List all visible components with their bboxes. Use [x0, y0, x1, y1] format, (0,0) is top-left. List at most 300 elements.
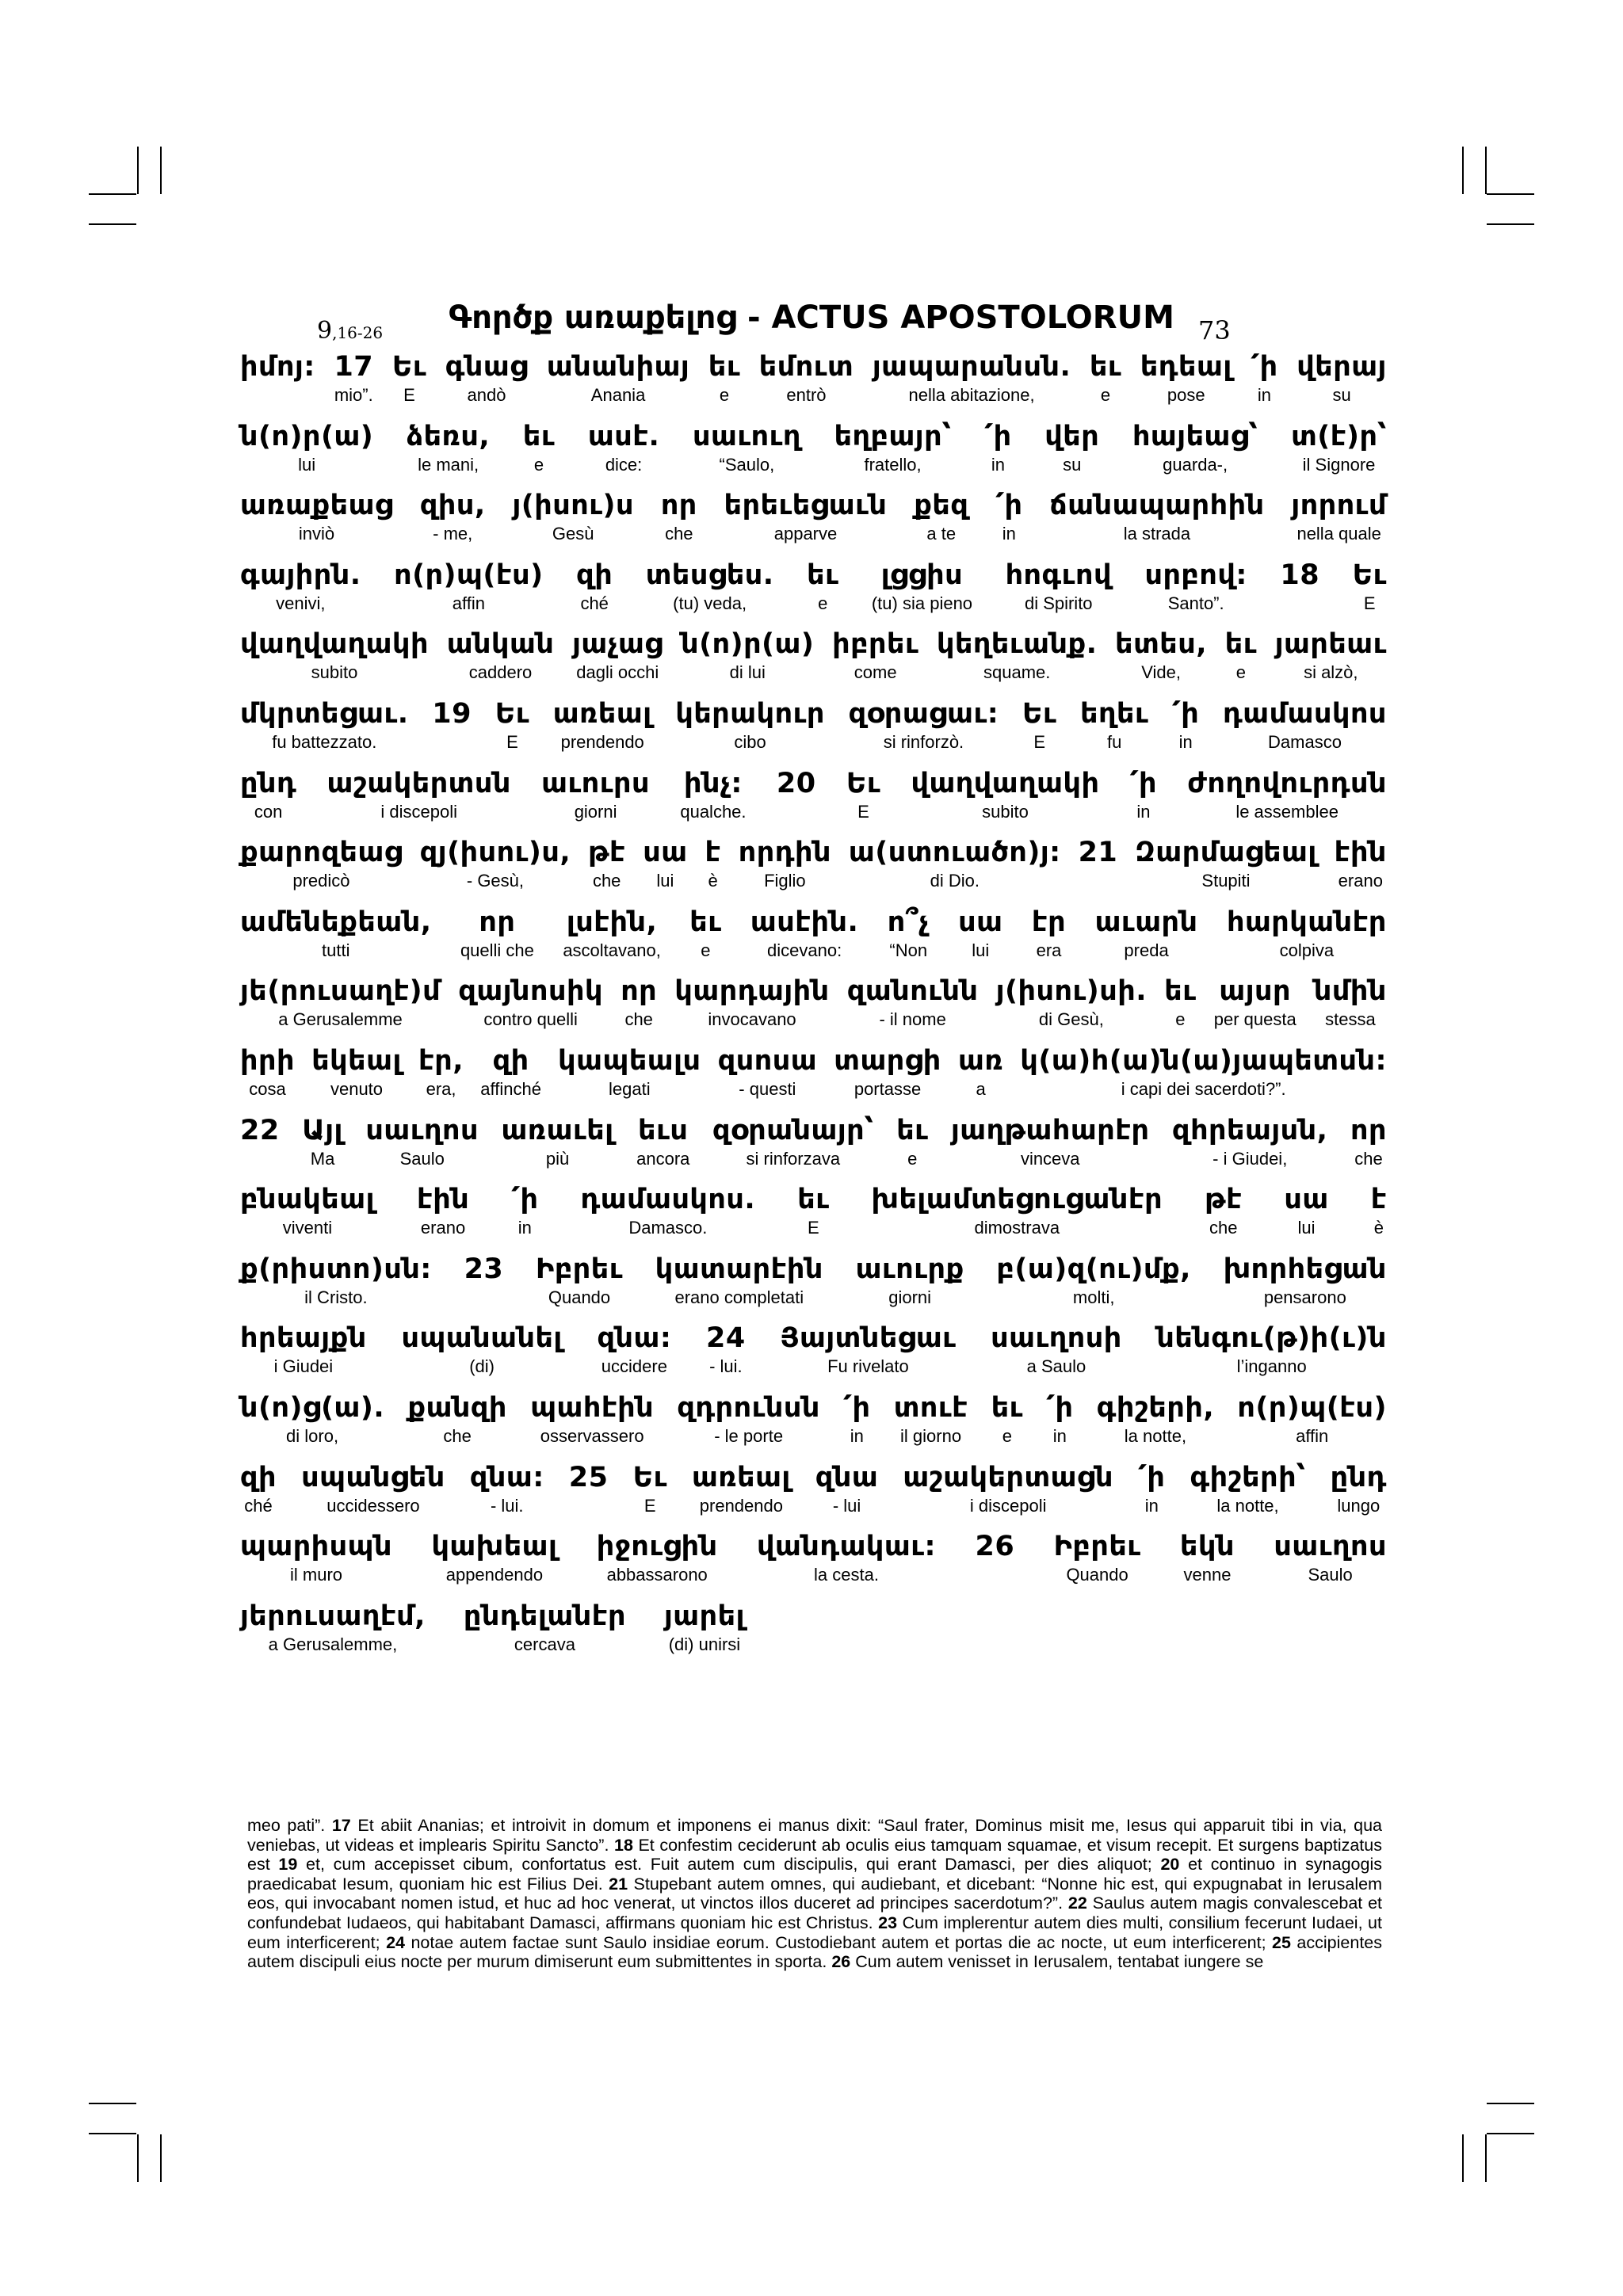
armenian-word: ՛ի [1129, 767, 1158, 799]
italian-gloss: Anania [590, 385, 646, 405]
armenian-word: եւ [1164, 975, 1197, 1008]
latin-segment: notae autem factae sunt Saulo insidiae eorum. Custodiebant autem et portas die ac nocte, ut eum interficerent; [404, 1932, 1273, 1952]
italian-gloss: e [1175, 1009, 1186, 1030]
italian-gloss: a Gerusalemme, [268, 1634, 398, 1654]
italian-gloss: venuto [330, 1078, 384, 1099]
italian-gloss: predicò [292, 871, 350, 891]
word-pair [674, 973, 829, 1043]
italian-gloss: prendendo [560, 731, 644, 752]
word-pair [873, 349, 1071, 418]
latin-segment: accipientes autem discipuli eius nocte per murum dimiserunt eum submittentes in sporta. [247, 1932, 1382, 1972]
armenian-word: թէ [1205, 1184, 1243, 1216]
italian-gloss: quelli che [460, 940, 534, 960]
armenian-word: ժողովուրդսն [1187, 767, 1387, 799]
armenian-word: Այլ [302, 1114, 343, 1146]
italian-gloss: giorni [888, 1287, 932, 1307]
italian-gloss: Quando [548, 1287, 611, 1307]
crop-mark-top-left-h2 [89, 223, 136, 225]
italian-gloss: “Saulo, [719, 454, 775, 475]
armenian-word: էր, [418, 1044, 464, 1077]
italian-gloss: e [719, 385, 730, 405]
armenian-word: եկն [1180, 1531, 1235, 1563]
armenian-word: յ(իսու)ս [512, 490, 634, 522]
armenian-word: կապեալս [558, 1044, 701, 1077]
word-pair [849, 834, 1061, 904]
armenian-word: զի [492, 1044, 529, 1077]
armenian-word: զնա: [469, 1461, 544, 1493]
italian-gloss: “Non [889, 940, 928, 960]
word-pair [445, 349, 529, 418]
word-pair [995, 487, 1022, 557]
armenian-word: յորում [1291, 490, 1387, 522]
armenian-word: անանիայ [546, 351, 690, 383]
italian-gloss: Ma [310, 1148, 335, 1169]
crop-mark-top-left-v [137, 147, 139, 194]
word-pair [240, 904, 432, 974]
italian-gloss: che [1209, 1218, 1238, 1238]
italian-gloss: E [1363, 593, 1376, 613]
armenian-word: առեալ [552, 697, 652, 730]
italian-gloss: in [1052, 1425, 1067, 1446]
armenian-word: ՛ի [1046, 1391, 1074, 1424]
word-pair [1280, 557, 1319, 627]
italian-gloss: per questa [1213, 1009, 1296, 1030]
armenian-word: խորհեցան [1223, 1253, 1387, 1285]
armenian-word: եւ [522, 420, 556, 452]
word-pair [240, 696, 409, 765]
word-pair [1237, 1390, 1387, 1459]
armenian-word: կախեալ [431, 1531, 558, 1563]
armenian-word: էին [416, 1184, 470, 1216]
italian-gloss: Santo”. [1167, 593, 1224, 613]
armenian-word: եղեւ [1080, 697, 1149, 730]
word-pair [418, 1043, 464, 1112]
armenian-word: զայնոսիկ [458, 975, 603, 1008]
italian-gloss: su [1332, 385, 1351, 405]
italian-gloss: - questi [739, 1078, 796, 1099]
italian-gloss: e [1002, 1425, 1012, 1446]
italian-gloss: - lui [832, 1495, 861, 1516]
interlinear-line [240, 1528, 1387, 1598]
verse-number: 20 [1160, 1855, 1180, 1875]
italian-gloss: a te [926, 524, 957, 544]
interlinear-line [240, 557, 1387, 627]
armenian-word: Իբրեւ [1053, 1531, 1141, 1563]
italian-gloss: (tu) veda, [673, 593, 747, 613]
italian-gloss: ascoltavano, [563, 940, 661, 960]
crop-mark-bottom-right-v [1462, 2134, 1464, 2182]
italian-gloss: pose [1167, 385, 1205, 405]
italian-gloss: Gesù [552, 524, 594, 544]
italian-gloss: come [854, 662, 897, 683]
word-pair [894, 1390, 968, 1459]
word-pair [706, 1320, 746, 1390]
italian-gloss: i Giudei [273, 1356, 334, 1377]
word-pair [512, 487, 634, 557]
armenian-word: ո(ր)պ(էս) [1237, 1391, 1387, 1424]
italian-gloss: affin [452, 593, 485, 613]
word-pair [392, 349, 426, 418]
italian-gloss: - i Giudei, [1212, 1148, 1288, 1169]
italian-gloss: il muro [290, 1565, 343, 1585]
word-pair [689, 904, 721, 974]
armenian-word: զանունն [846, 975, 979, 1008]
armenian-word: եւ [797, 1184, 830, 1216]
italian-gloss: lui [656, 871, 674, 891]
italian-gloss: di Gesù, [1038, 1009, 1104, 1030]
italian-gloss: inviò [298, 524, 335, 544]
word-pair [996, 973, 1147, 1043]
word-pair [420, 487, 486, 557]
word-pair [576, 557, 613, 627]
armenian-word: եւ [708, 351, 741, 383]
interlinear-line [240, 765, 1387, 835]
italian-gloss: tutti [322, 940, 350, 960]
latin-segment: Saulus autem magis convalescebat et confundebat Iudaeos, qui habitabant Damasci, affirmans quoniam hic est Christus. [247, 1894, 1383, 1932]
interlinear-line [240, 1251, 1387, 1321]
armenian-word: լսէին, [566, 906, 658, 938]
word-pair [815, 1459, 878, 1529]
word-pair [681, 626, 814, 696]
italian-gloss: dicevano: [767, 940, 842, 960]
word-pair [407, 418, 490, 488]
page-number: 73 [1198, 315, 1231, 345]
word-pair [636, 1112, 689, 1182]
latin-segment: Cum implerentur autem dies multi, consilium fecerunt Iudaei, ut eum interficerent; [247, 1913, 1382, 1952]
armenian-word: գիշերի՝ [1190, 1461, 1306, 1493]
italian-gloss: e [533, 454, 544, 475]
word-pair [302, 1112, 343, 1182]
armenian-word: առեալ [691, 1461, 791, 1493]
italian-gloss: in [1144, 1495, 1159, 1516]
armenian-word: ք(րիստո)սն: [240, 1253, 432, 1285]
word-pair [871, 1181, 1163, 1251]
word-pair [334, 349, 373, 418]
word-pair [759, 349, 854, 418]
italian-gloss: erano [1338, 871, 1383, 891]
interlinear-line [240, 904, 1387, 974]
armenian-word: յապարանսն. [872, 351, 1071, 383]
verse-number: 25 [1272, 1932, 1291, 1952]
crop-mark-bottom-right-h [1487, 2103, 1534, 2104]
armenian-word: սրբով: [1144, 559, 1247, 591]
word-pair [621, 973, 657, 1043]
crop-mark-bottom-right-h2 [1487, 2133, 1534, 2134]
word-pair [511, 1181, 538, 1251]
armenian-word: աշակերտացն [903, 1461, 1114, 1493]
italian-gloss: lui [972, 940, 990, 960]
word-pair [464, 1251, 504, 1321]
word-pair [984, 418, 1011, 488]
word-pair [240, 557, 361, 627]
armenian-word: աշակերտսն [327, 767, 511, 799]
word-pair [1350, 1112, 1387, 1182]
italian-gloss: la strada [1123, 524, 1191, 544]
word-pair [240, 626, 429, 696]
italian-gloss: nella abitazione, [908, 385, 1035, 405]
word-pair [569, 1459, 609, 1529]
armenian-word: էր [1031, 906, 1067, 938]
word-pair [240, 834, 403, 904]
italian-gloss: dagli occhi [576, 662, 659, 683]
armenian-word: վաղվաղակի [240, 628, 429, 661]
armenian-word: եւս [638, 1114, 689, 1146]
word-pair [1225, 626, 1257, 696]
armenian-word: եկեալ [311, 1044, 402, 1077]
verse-number: 24 [386, 1932, 405, 1952]
armenian-word: է [705, 837, 721, 869]
italian-gloss: a [976, 1078, 986, 1099]
italian-gloss: legati [609, 1078, 651, 1099]
armenian-word: ՛ի [1172, 697, 1200, 730]
word-pair [431, 1528, 557, 1598]
word-pair [872, 557, 972, 627]
armenian-word: ճանապարհին [1049, 490, 1265, 522]
italian-gloss: stessa [1325, 1009, 1376, 1030]
armenian-word: ասէին. [750, 906, 859, 938]
armenian-word: իբրեւ [832, 628, 919, 661]
armenian-word: է [1370, 1184, 1387, 1216]
italian-gloss: i capi dei sacerdoti?”. [1121, 1078, 1286, 1099]
word-pair [1130, 765, 1157, 835]
word-pair [417, 1181, 469, 1251]
word-pair [856, 1251, 964, 1321]
word-pair [240, 1043, 295, 1112]
word-pair [401, 1320, 562, 1390]
armenian-word: 21 [1078, 837, 1118, 869]
word-pair [240, 418, 373, 488]
italian-gloss: erano completati [674, 1287, 804, 1307]
armenian-word: զօրանայր՝ [712, 1114, 874, 1146]
armenian-word: ՛ի [511, 1184, 539, 1216]
italian-gloss: la notte, [1216, 1495, 1279, 1516]
italian-gloss: venivi, [276, 593, 326, 613]
armenian-word: վեր [1044, 420, 1100, 452]
italian-gloss: abbassarono [606, 1565, 708, 1585]
armenian-word: զդրունսն [677, 1391, 820, 1424]
italian-gloss: apparve [773, 524, 838, 544]
word-pair [896, 1112, 928, 1182]
italian-gloss: in [991, 454, 1005, 475]
italian-gloss: lui [1297, 1218, 1316, 1238]
word-pair [849, 696, 999, 765]
word-pair [675, 696, 825, 765]
interlinear-line [240, 1181, 1387, 1251]
word-pair [1291, 487, 1387, 557]
word-pair [1140, 349, 1232, 418]
word-pair [523, 418, 555, 488]
italian-gloss: più [545, 1148, 570, 1169]
armenian-word: զհրեայսն, [1172, 1114, 1328, 1146]
word-pair [460, 904, 534, 974]
armenian-word: ա(ստուածո)յ: [848, 837, 1061, 869]
armenian-word: տարցի [834, 1044, 941, 1077]
crop-mark-top-right-h2 [1487, 223, 1534, 225]
italian-gloss: lui [298, 454, 316, 475]
armenian-word: Եւ [846, 767, 881, 799]
armenian-word: եւ [991, 1391, 1023, 1424]
word-pair [724, 487, 888, 557]
word-pair [572, 626, 663, 696]
italian-gloss: si alzò, [1304, 662, 1358, 683]
armenian-word: եւ [1224, 628, 1257, 661]
word-pair [502, 1112, 614, 1182]
italian-gloss: e [1235, 662, 1246, 683]
crop-mark-top-right-h [1487, 193, 1534, 195]
crop-mark-top-left-v2 [160, 147, 162, 194]
word-pair [834, 1043, 941, 1112]
italian-gloss: (di) [469, 1356, 495, 1377]
armenian-word: առաւել [501, 1114, 614, 1146]
armenian-word: ո(ր)պ(էս) [394, 559, 544, 591]
armenian-word: 26 [975, 1531, 1015, 1563]
italian-gloss: in [517, 1218, 532, 1238]
verse-number: 18 [613, 1835, 633, 1855]
italian-gloss: uccidere [601, 1356, 667, 1377]
word-pair [464, 1598, 626, 1668]
verse-number: 26 [831, 1952, 851, 1972]
word-pair [705, 834, 721, 904]
italian-gloss: si rinforzò. [883, 731, 964, 752]
armenian-word: նենգու(թ)ի(ւ)ն [1156, 1322, 1387, 1355]
armenian-word: Եւ [1352, 559, 1387, 591]
armenian-word: ՛ի [1138, 1461, 1166, 1493]
armenian-word: 25 [568, 1461, 609, 1493]
italian-gloss: colpiva [1279, 940, 1335, 960]
italian-gloss: - il nome [879, 1009, 946, 1030]
word-pair [1095, 904, 1198, 974]
verse-number: 22 [1067, 1894, 1087, 1913]
armenian-word: եդեալ [1140, 351, 1232, 383]
word-pair [693, 418, 801, 488]
armenian-word: 22 [240, 1114, 280, 1146]
armenian-word: անկան [446, 628, 555, 661]
italian-gloss: dice: [605, 454, 643, 475]
armenian-word: կերակուր [675, 697, 825, 730]
italian-gloss: e [907, 1148, 918, 1169]
armenian-word: քարոզեաց [240, 837, 403, 869]
interlinear-line [240, 1043, 1387, 1112]
italian-gloss: E [808, 1218, 819, 1238]
word-pair [1223, 696, 1387, 765]
italian-gloss: molti, [1072, 1287, 1115, 1307]
italian-gloss: e [1100, 385, 1111, 405]
word-pair [240, 973, 441, 1043]
armenian-word: ետես, [1115, 628, 1208, 661]
italian-gloss: ancora [636, 1148, 690, 1169]
word-pair [1049, 487, 1264, 557]
armenian-word: Եւ [391, 351, 427, 383]
armenian-word: առաքեաց [240, 490, 393, 522]
italian-gloss: Damasco. [628, 1218, 708, 1238]
word-pair [470, 1459, 544, 1529]
armenian-word: դամասկոս [1223, 697, 1387, 730]
armenian-word: պահէին [530, 1391, 655, 1424]
word-pair [1251, 349, 1277, 418]
armenian-word: եւ [807, 559, 839, 591]
word-pair [1296, 349, 1387, 418]
armenian-word: աւուրք [855, 1253, 964, 1285]
armenian-word: ձեռս, [407, 420, 491, 452]
armenian-word: ն(ո)ր(ա) [240, 420, 374, 452]
crop-mark-top-right-v2 [1485, 147, 1487, 194]
italian-gloss: il giorno [900, 1425, 962, 1446]
armenian-word: 24 [706, 1322, 746, 1355]
italian-gloss: cibo [734, 731, 766, 752]
italian-gloss: fu [1106, 731, 1122, 752]
armenian-word: երեւեցաւն [724, 490, 888, 522]
armenian-word: եմուտ [758, 351, 854, 383]
italian-gloss: in [850, 1425, 864, 1446]
armenian-word: ընդ [240, 767, 297, 799]
italian-gloss: in [1002, 524, 1016, 544]
armenian-word: գիշերի, [1096, 1391, 1215, 1424]
italian-gloss: vinceva [1020, 1148, 1080, 1169]
word-pair [1115, 626, 1207, 696]
italian-gloss: uccidessero [327, 1495, 420, 1516]
word-pair [633, 1459, 667, 1529]
word-pair [991, 1320, 1122, 1390]
word-pair [1180, 1528, 1235, 1598]
word-pair [847, 973, 979, 1043]
word-pair [480, 1043, 541, 1112]
armenian-word: սա [643, 837, 688, 869]
italian-gloss: la notte, [1124, 1425, 1187, 1446]
italian-gloss: che [1354, 1148, 1383, 1169]
latin-segment: et continuo in synagogis praedicabat Iesum, quoniam hic est Filius Dei. [247, 1855, 1382, 1894]
word-pair [432, 696, 472, 765]
armenian-word: ինչ: [684, 767, 743, 799]
armenian-word: նմին [1313, 975, 1387, 1008]
italian-gloss: lungo [1337, 1495, 1381, 1516]
italian-gloss: è [708, 871, 718, 891]
word-pair [240, 349, 315, 418]
italian-gloss: prendendo [699, 1495, 783, 1516]
armenian-word: յարել [664, 1600, 745, 1632]
chapter-number: 9 [317, 317, 333, 345]
armenian-word: էին [1334, 837, 1387, 869]
armenian-word: որդին [738, 837, 831, 869]
armenian-word: կարդային [674, 975, 830, 1008]
armenian-word: զնա [815, 1461, 879, 1493]
armenian-word: իմոյ: [240, 351, 315, 383]
word-pair [240, 1112, 280, 1182]
word-pair [1172, 696, 1199, 765]
armenian-word: կ(ա)հ(ա)ն(ա)յապետսն: [1020, 1044, 1387, 1077]
armenian-word: որ [621, 975, 658, 1008]
armenian-word: ո՞չ [887, 906, 930, 938]
italian-gloss: mio”. [334, 385, 373, 405]
italian-gloss: portasse [854, 1078, 922, 1099]
latin-segment: Stupebant autem omnes, qui audiebant, et dicebant: “Nonne hic est, qui expugnabat in Ierusalem eos, qui invocabant nomen istud, et huc ad hoc venerat, ut vinctos illos duceret ad principes sacerdotum?”. [247, 1874, 1382, 1913]
word-pair [712, 1112, 874, 1182]
italian-gloss: affinché [480, 1078, 541, 1099]
word-pair [597, 1320, 671, 1390]
armenian-word: գնաց [445, 351, 529, 383]
word-pair [1335, 834, 1387, 904]
italian-gloss: affin [1296, 1425, 1329, 1446]
armenian-word: 17 [334, 351, 374, 383]
italian-gloss: Vide, [1141, 662, 1181, 683]
armenian-word: ն(ո)ց(ա). [240, 1391, 385, 1424]
word-pair [240, 1598, 426, 1668]
armenian-word: խելամտեցուցանէր [871, 1184, 1163, 1216]
italian-gloss: (tu) sia pieno [871, 593, 973, 613]
word-pair [692, 1459, 791, 1529]
verse-number: 21 [609, 1874, 628, 1894]
armenian-word: կեղեւանք. [936, 628, 1098, 661]
armenian-word: վերայ [1296, 351, 1387, 383]
